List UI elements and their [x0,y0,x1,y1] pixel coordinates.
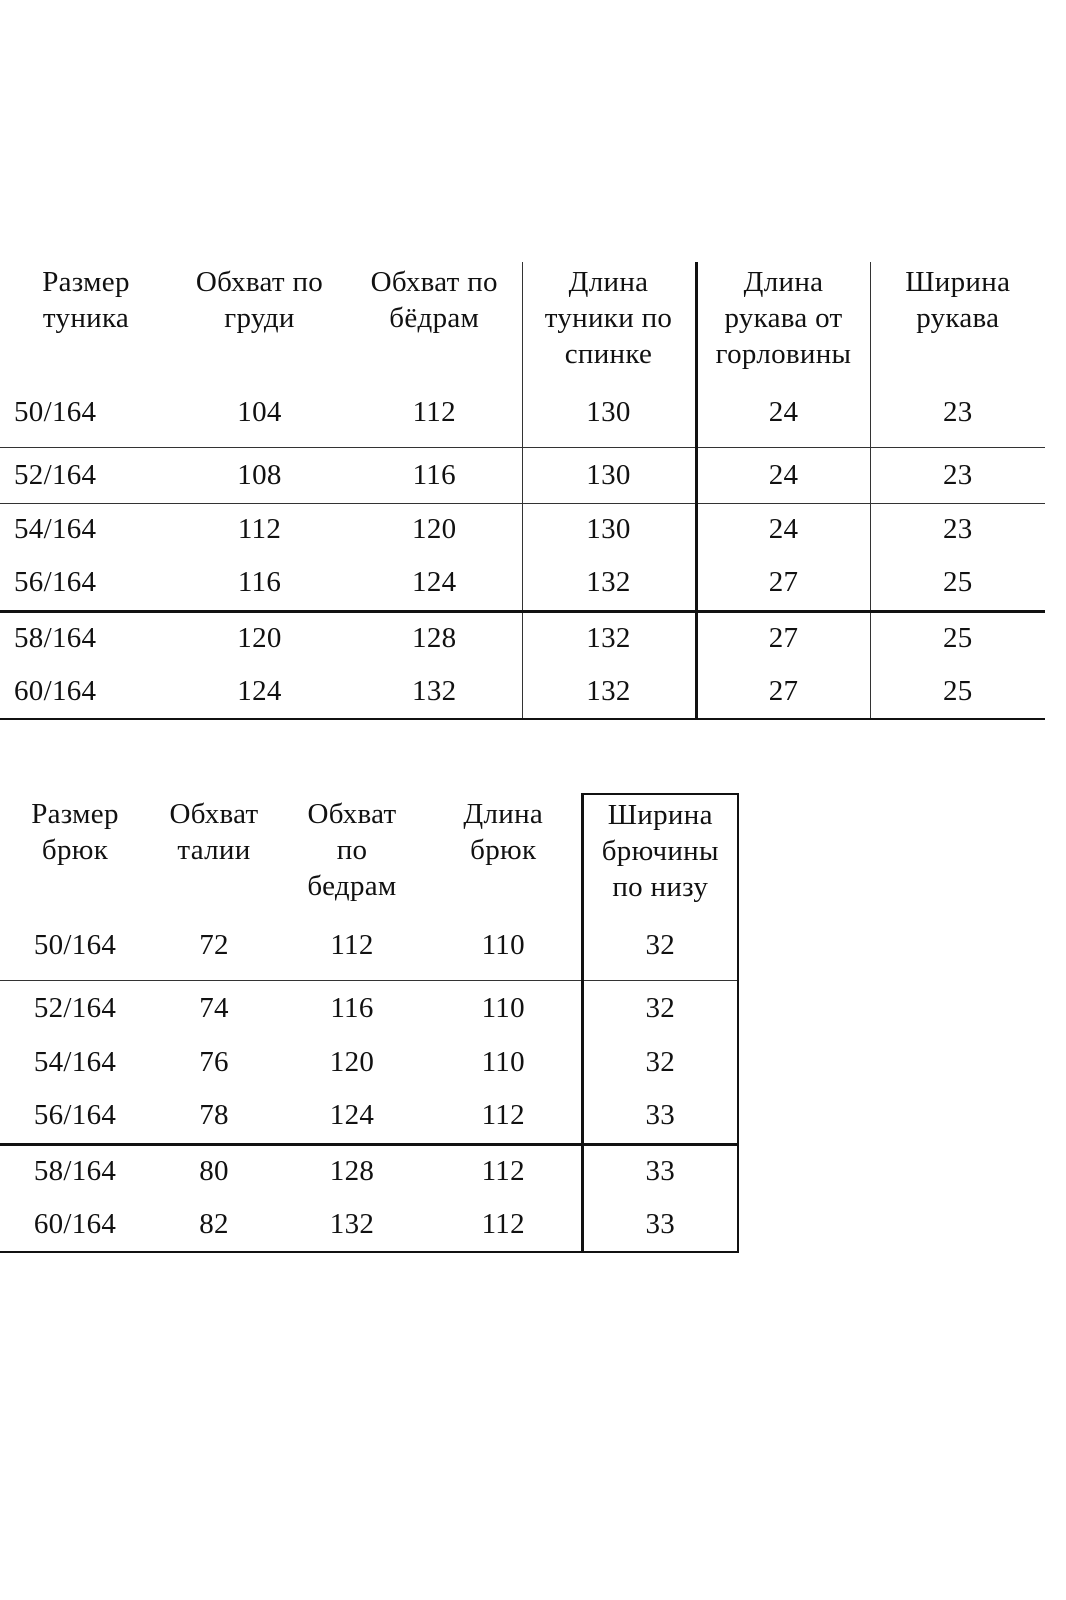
tunic-header-size: Размер туника [42,266,130,334]
table-cell: 112 [481,1099,525,1132]
table-cell: 124 [172,663,347,719]
table-cell: 25 [870,555,1045,611]
table-row [0,611,1045,663]
table-cell: 112 [426,1196,582,1252]
table-cell: 60/164 [0,663,172,719]
table-cell: 24 [696,447,870,503]
table-cell: 52/164 [0,447,172,503]
table-cell: 130 [522,378,696,447]
table-cell: 120 [329,1046,375,1078]
table-cell: 23 [870,447,1045,503]
table-cell: 132 [522,663,696,719]
table-row [0,447,1045,503]
table-cell: 32 [582,980,738,1036]
table-cell: 110 [426,980,582,1036]
table-cell: 27 [696,555,870,611]
table-row [0,1036,738,1088]
tunic-header-chest: Обхват по груди [195,266,324,334]
table-cell: 116 [347,447,522,503]
table-cell: 108 [172,447,347,503]
table-cell: 72 [199,929,229,962]
table-row [0,555,1045,611]
trousers-header-row [0,794,738,911]
table-cell: 130 [522,447,696,503]
trousers-header-size: Размер брюк [31,798,119,866]
table-row [0,378,1045,447]
table-cell: 110 [481,1046,525,1078]
trousers-header-hips: Обхват по бедрам [307,798,397,902]
table-cell: 54/164 [33,1046,117,1078]
table-cell: 112 [426,1144,582,1196]
table-cell: 58/164 [0,611,172,663]
table-cell: 120 [172,611,347,663]
table-cell: 116 [278,980,426,1036]
table-cell: 80 [150,1144,278,1196]
table-cell: 132 [278,1196,426,1252]
tunic-header-sleeve-length: Длина рукава от горловины [696,262,870,378]
table-cell: 50/164 [33,929,117,962]
table-cell: 82 [150,1196,278,1252]
tunic-header-length: Длина туники по спинке [522,262,696,378]
table-cell: 25 [870,663,1045,719]
table-cell: 23 [870,503,1045,555]
trousers-header-waist: Обхват талии [169,798,259,866]
table-cell: 50/164 [14,396,97,429]
tunic-header-row [0,262,1045,378]
table-cell: 112 [412,396,456,429]
table-cell: 116 [237,566,282,599]
tunic-header-sleeve-width: Ширина рукава [870,262,1045,378]
tunic-header-hips: Обхват по бёдрам [370,266,498,334]
trousers-header-length: Длина брюк [463,798,544,866]
table-cell: 128 [347,611,522,663]
table-row [0,1088,738,1144]
table-cell: 132 [347,663,522,719]
table-cell: 23 [870,378,1045,447]
table-cell: 78 [199,1099,229,1132]
table-row [0,911,738,980]
table-cell: 25 [870,611,1045,663]
table-cell: 132 [522,611,696,663]
table-cell: 27 [696,663,870,719]
table-cell: 74 [150,980,278,1036]
table-cell: 33 [582,1196,738,1252]
table-cell: 132 [522,555,696,611]
table-cell: 54/164 [0,503,172,555]
table-row [0,663,1045,719]
table-row [0,1196,738,1252]
table-cell: 24 [696,503,870,555]
table-cell: 58/164 [0,1144,150,1196]
trousers-size-table [0,793,739,1253]
table-cell: 33 [582,1144,738,1196]
table-cell: 104 [237,396,282,429]
table-cell: 110 [481,929,525,962]
tunic-size-table [0,262,1045,720]
table-row [0,1144,738,1196]
table-cell: 76 [199,1046,229,1078]
table-row [0,980,738,1036]
table-cell: 33 [582,1088,738,1144]
trousers-header-leg-width: Ширина брючины по низу [582,794,738,911]
table-cell: 120 [347,503,522,555]
table-cell: 32 [582,911,738,980]
table-row [0,503,1045,555]
table-cell: 128 [278,1144,426,1196]
table-cell: 52/164 [0,980,150,1036]
table-cell: 24 [696,378,870,447]
table-cell: 27 [696,611,870,663]
table-cell: 56/164 [33,1099,117,1132]
table-cell: 124 [412,566,457,599]
table-cell: 124 [329,1099,375,1132]
table-cell: 112 [172,503,347,555]
table-cell: 60/164 [0,1196,150,1252]
table-cell: 112 [330,929,374,962]
table-cell: 56/164 [14,566,97,599]
table-cell: 32 [582,1036,738,1088]
table-cell: 130 [522,503,696,555]
